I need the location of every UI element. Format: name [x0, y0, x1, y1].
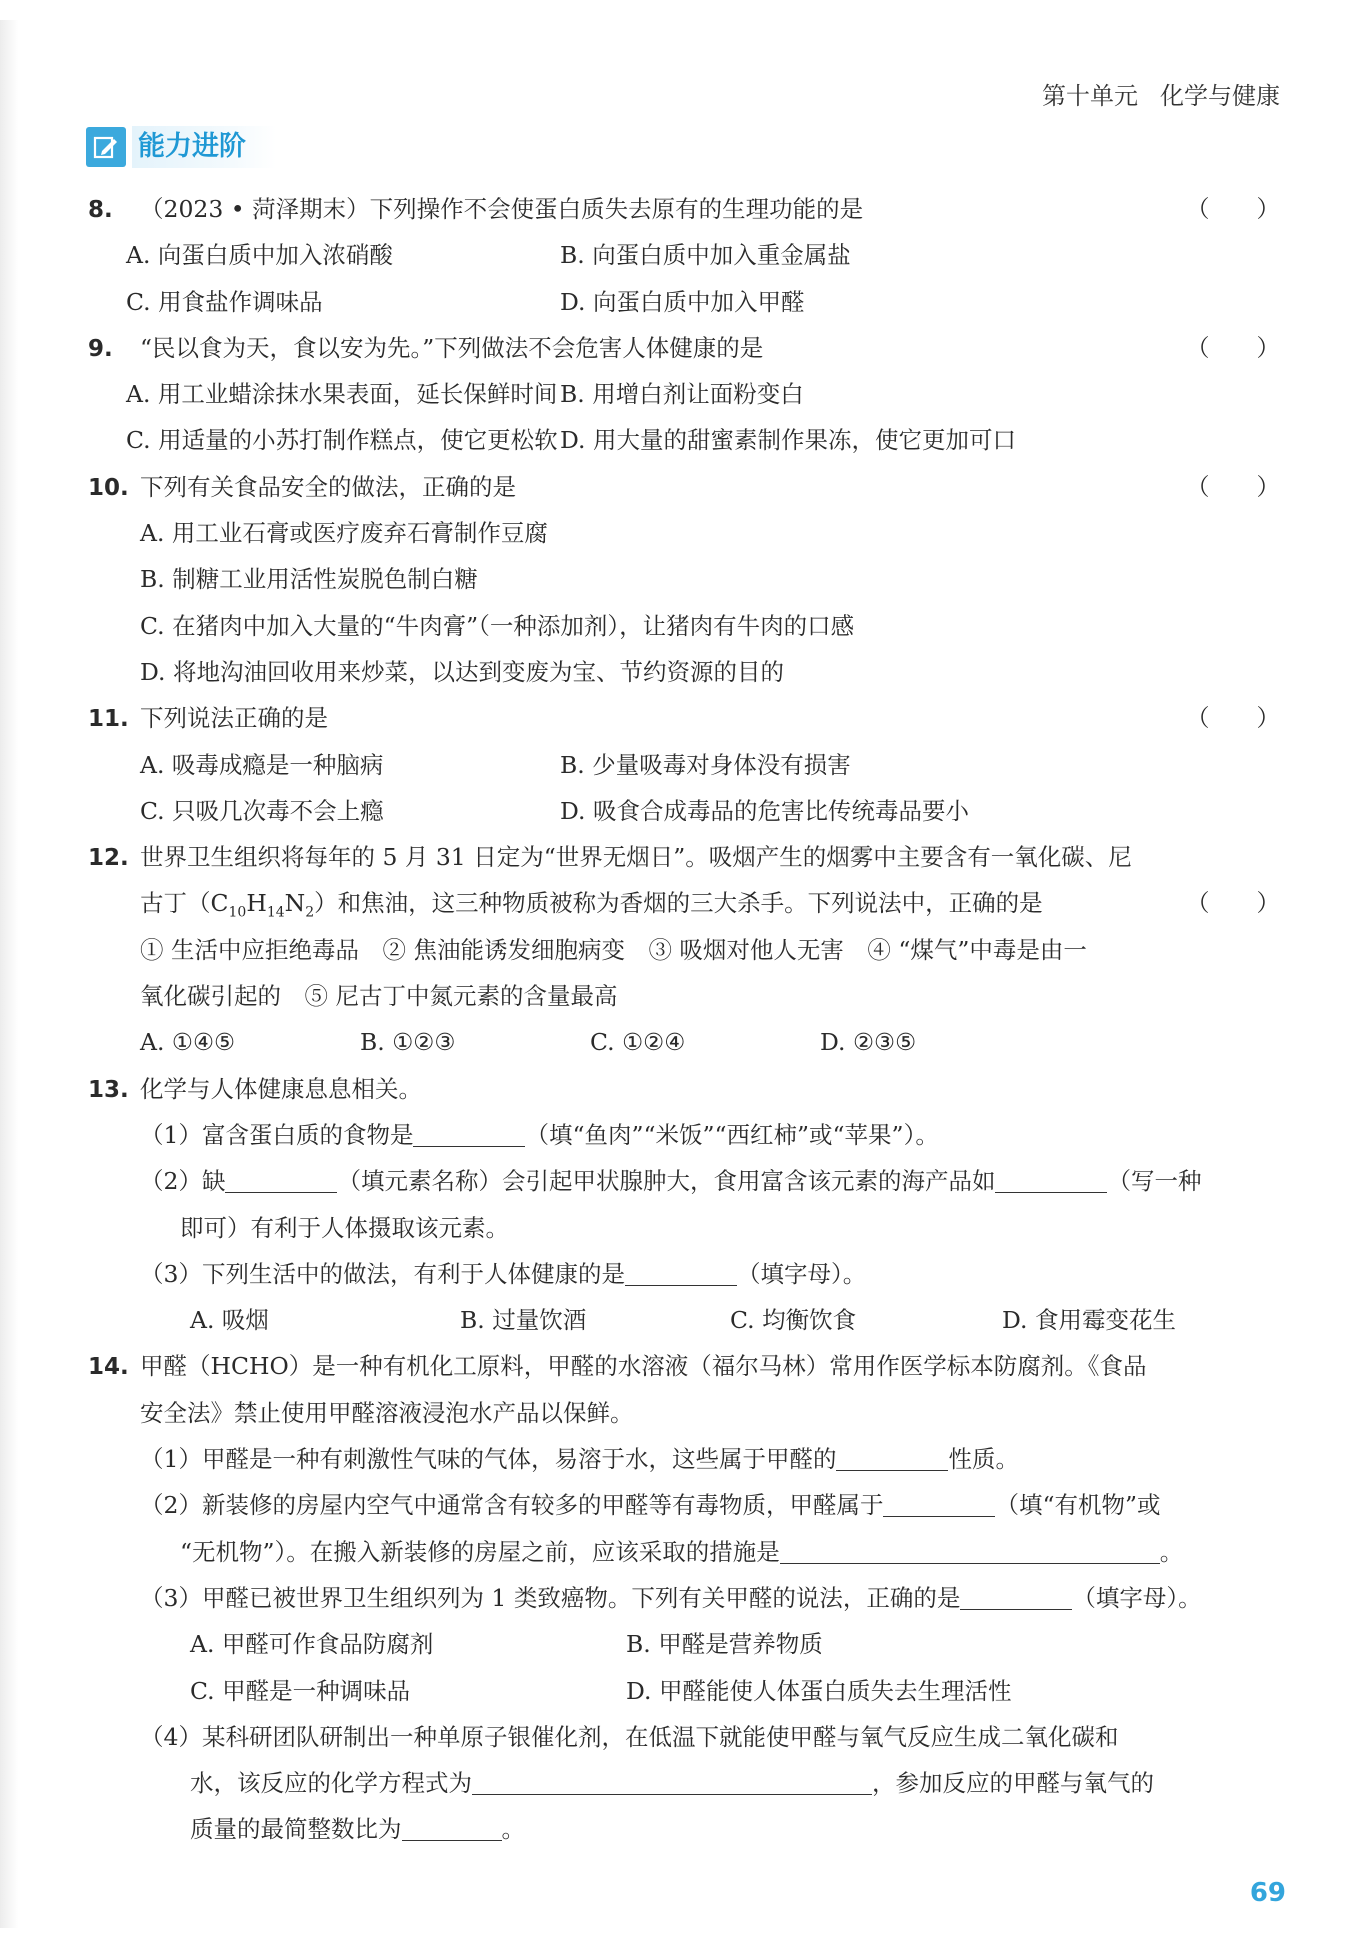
question-14-part-2	[88, 1482, 1280, 1528]
option-d: D. 甲醛能使人体蛋白质失去生理活性	[626, 1676, 1012, 1705]
question-14-options-row-1	[88, 1621, 1280, 1667]
unit-label: 第十单元	[1042, 82, 1138, 110]
question-14-part-4-end	[88, 1806, 1280, 1852]
subscript: 14	[266, 905, 285, 922]
question-text: 甲醛（HCHO）是一种有机化工原料，甲醛的水溶液（福尔马林）常用作医学标本防腐剂。《食品	[140, 1352, 1147, 1381]
question-text: （2023 • 菏泽期末）下列操作不会使蛋白质失去原有的生理功能的是	[140, 195, 864, 223]
text-segment: “无机物”）。在搬入新装修的房屋之前，应该采取的措施是	[180, 1537, 780, 1566]
text-segment: 水，该反应的化学方程式为	[190, 1769, 472, 1798]
text-segment: 质量的最简整数比为	[190, 1815, 402, 1844]
answer-parentheses: （ ）	[1186, 889, 1280, 918]
question-8-options-row-1	[88, 232, 1280, 278]
question-9-options-row-1	[88, 371, 1280, 417]
question-13-part-2	[88, 1158, 1280, 1204]
answer-blank[interactable]	[625, 1259, 737, 1286]
question-text: 下列有关食品安全的做法，正确的是	[140, 472, 516, 501]
question-12-statements: ① 生活中应拒绝毒品 ② 焦油能诱发细胞病变 ③ 吸烟对他人无害 ④ “煤气”中毒是由一	[140, 935, 1087, 964]
answer-blank[interactable]	[836, 1444, 948, 1471]
question-13-stem	[88, 1066, 1280, 1112]
question-text: 化学与人体健康息息相关。	[140, 1074, 422, 1103]
text-segment: （3）甲醛已被世界卫生组织列为 1 类致癌物。下列有关甲醛的说法，正确的是	[140, 1583, 961, 1612]
option-c: C. ①②④	[590, 1028, 686, 1057]
question-12-options	[88, 1019, 1280, 1065]
answer-blank[interactable]	[225, 1166, 337, 1193]
question-14-part-3	[88, 1575, 1280, 1621]
page-header	[1042, 76, 1280, 111]
text-segment: 。	[501, 1815, 525, 1844]
option-a: A. 吸烟	[190, 1306, 269, 1335]
option-c: C. 甲醛是一种调味品	[190, 1676, 411, 1705]
text-segment: H	[246, 889, 267, 918]
option-c: C. 用食盐作调味品	[126, 287, 323, 316]
text-segment: 性质。	[948, 1445, 1019, 1474]
question-9-stem	[88, 325, 1280, 371]
text-segment: （填元素名称）会引起甲状腺肿大，食用富含该元素的海产品如	[337, 1167, 996, 1196]
answer-blank[interactable]	[960, 1583, 1072, 1610]
question-13-part-2-cont: 即可）有利于人体摄取该元素。	[180, 1213, 509, 1242]
question-13-options	[88, 1297, 1280, 1343]
question-11-options-row-1	[88, 742, 1280, 788]
question-8-stem	[88, 186, 1280, 232]
text-segment: （3）下列生活中的做法，有利于人体健康的是	[140, 1259, 625, 1288]
question-9-options-row-2	[88, 417, 1280, 463]
text-segment: （填字母）。	[736, 1259, 867, 1288]
answer-blank[interactable]	[883, 1490, 995, 1517]
question-text: “民以食为天，食以安为先。”下列做法不会危害人体健康的是	[140, 333, 764, 362]
question-13-part-1	[88, 1112, 1280, 1158]
option-d: D. 吸食合成毒品的危害比传统毒品要小	[560, 796, 969, 825]
text-segment: 古丁（C	[140, 889, 229, 918]
option-a: A. 吸毒成瘾是一种脑病	[140, 750, 384, 779]
pencil-icon	[86, 127, 126, 167]
answer-blank[interactable]	[472, 1768, 872, 1795]
answer-parentheses: （ ）	[1186, 704, 1280, 733]
option-b: B. 少量吸毒对身体没有损害	[560, 750, 851, 779]
subscript: 2	[305, 905, 315, 922]
page-number: 69	[1249, 1878, 1286, 1908]
question-14-part-4-cont	[88, 1760, 1280, 1806]
answer-blank[interactable]	[780, 1537, 1160, 1564]
text-segment: （填“鱼肉”“米饭”“西红柿”或“苹果”）。	[525, 1120, 939, 1149]
option-c: C. 用适量的小苏打制作糕点，使它更松软	[126, 426, 558, 455]
page-edge-left	[0, 20, 18, 1928]
question-14-stem	[88, 1343, 1280, 1389]
question-8-options-row-2	[88, 279, 1280, 325]
text-segment: （写一种	[1107, 1167, 1202, 1196]
question-12-statements-cont: 氧化碳引起的 ⑤ 尼古丁中氮元素的含量最高	[140, 982, 618, 1011]
question-10-option-c: C. 在猪肉中加入大量的“牛肉膏”（一种添加剂），让猪肉有牛肉的口感	[140, 611, 855, 640]
question-list	[88, 186, 1280, 1853]
question-12-stem	[88, 834, 1280, 880]
text-segment: （1）富含蛋白质的食物是	[140, 1120, 414, 1149]
option-b: B. 甲醛是营养物质	[626, 1630, 823, 1659]
question-number: 11.	[88, 706, 129, 733]
subscript: 10	[228, 905, 247, 922]
question-text: 下列说法正确的是	[140, 704, 328, 733]
answer-blank[interactable]	[402, 1814, 502, 1841]
question-number: 9.	[88, 335, 113, 362]
question-text: 世界卫生组织将每年的 5 月 31 日定为“世界无烟日”。吸烟产生的烟雾中主要含有一氧化碳、尼	[140, 843, 1132, 872]
question-10-option-b: B. 制糖工业用活性炭脱色制白糖	[140, 565, 478, 594]
text-segment: ，参加反应的甲醛与氧气的	[872, 1769, 1154, 1798]
question-number: 13.	[88, 1076, 129, 1103]
text-segment: 。	[1159, 1537, 1184, 1566]
question-14-part-1	[88, 1436, 1280, 1482]
text-segment: ）和焦油，这三种物质被称为香烟的三大杀手。下列说法中，正确的是	[314, 889, 1043, 918]
text-segment: N	[284, 889, 306, 918]
option-d: D. ②③⑤	[820, 1028, 917, 1057]
question-14-options-row-2	[88, 1668, 1280, 1714]
section-heading	[86, 124, 276, 170]
text-segment: （填字母）。	[1072, 1583, 1202, 1612]
unit-title: 化学与健康	[1160, 82, 1280, 110]
option-c: C. 只吸几次毒不会上瘾	[140, 796, 384, 825]
question-number: 12.	[88, 845, 129, 872]
answer-blank[interactable]	[413, 1120, 525, 1147]
text-segment: （填“有机物”或	[995, 1491, 1161, 1520]
option-a: A. ①④⑤	[140, 1028, 236, 1057]
answer-parentheses: （ ）	[1186, 472, 1280, 501]
answer-blank[interactable]	[995, 1166, 1107, 1193]
option-b: B. ①②③	[360, 1028, 456, 1057]
question-14-part-4: （4）某科研团队研制出一种单原子银催化剂，在低温下就能使甲醛与氧气反应生成二氧化碳和	[140, 1722, 1119, 1751]
option-d: D. 向蛋白质中加入甲醛	[560, 287, 805, 316]
option-d: D. 用大量的甜蜜素制作果冻，使它更加可口	[560, 426, 1016, 455]
question-10-stem	[88, 464, 1280, 510]
question-11-stem	[88, 695, 1280, 741]
text-segment: （2）缺	[140, 1167, 226, 1196]
option-a: A. 向蛋白质中加入浓硝酸	[126, 241, 393, 270]
question-12-stem-line-2	[88, 880, 1280, 926]
question-14-stem-line-2: 安全法》禁止使用甲醛溶液浸泡水产品以保鲜。	[140, 1398, 634, 1427]
option-b: B. 过量饮酒	[460, 1306, 587, 1335]
question-14-part-2-cont	[88, 1529, 1280, 1575]
option-a: A. 用工业蜡涂抹水果表面，延长保鲜时间	[126, 380, 558, 409]
question-10-option-d: D. 将地沟油回收用来炒菜，以达到变废为宝、节约资源的目的	[140, 657, 784, 686]
answer-parentheses: （ ）	[1186, 333, 1280, 362]
option-a: A. 甲醛可作食品防腐剂	[190, 1630, 434, 1659]
text-segment: （1）甲醛是一种有刺激性气味的气体，易溶于水，这些属于甲醛的	[140, 1445, 837, 1474]
question-10-option-a: A. 用工业石膏或医疗废弃石膏制作豆腐	[140, 519, 548, 548]
option-d: D. 食用霉变花生	[1002, 1306, 1176, 1335]
question-number: 10.	[88, 474, 129, 501]
question-11-options-row-2	[88, 788, 1280, 834]
section-title: 能力进阶	[132, 126, 276, 168]
question-13-part-3	[88, 1251, 1280, 1297]
text-segment: （2）新装修的房屋内空气中通常含有较多的甲醛等有毒物质，甲醛属于	[140, 1491, 884, 1520]
question-number: 8.	[88, 197, 113, 223]
question-number: 14.	[88, 1354, 129, 1381]
answer-parentheses: （ ）	[1186, 195, 1280, 223]
option-b: B. 用增白剂让面粉变白	[560, 380, 804, 409]
option-c: C. 均衡饮食	[730, 1306, 857, 1335]
option-b: B. 向蛋白质中加入重金属盐	[560, 241, 851, 270]
